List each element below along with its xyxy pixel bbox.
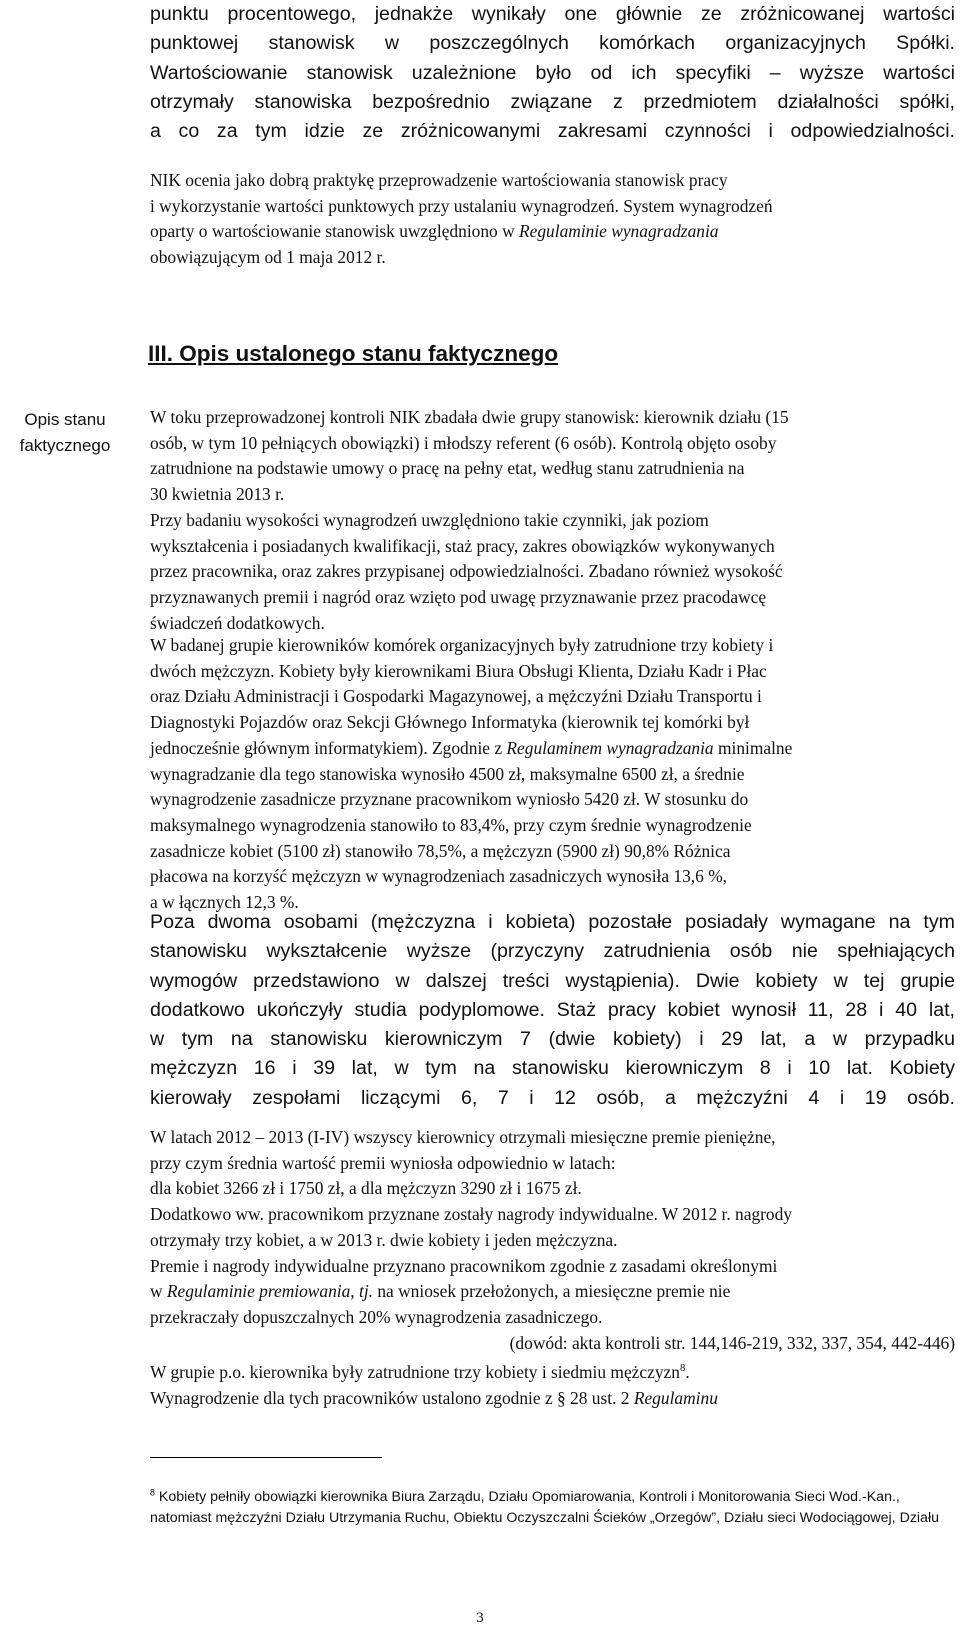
text-line: na wniosek przełożonych, a miesięczne premie nie	[373, 1281, 731, 1302]
text-line: a w łącznych 12,3 %.	[150, 892, 299, 913]
text-line: NIK ocenia jako dobrą praktykę przeprowadzenie wartościowania stanowisk pracy	[150, 170, 728, 190]
text-line: Diagnostyki Pojazdów oraz Sekcji Głównego Informatyka (kierownik tej komórki był	[150, 712, 750, 733]
text-line: osób, w tym 10 pełniących obowiązki) i młodszy referent (6 osób). Kontrolą objęto osoby	[150, 432, 777, 453]
text-line: Premie i nagrody indywidualne przyznano pracownikom zgodnie z zasadami określonymi	[150, 1255, 778, 1276]
text-line: przy czym średnia wartość premii wyniosła odpowiednio w latach:	[150, 1152, 616, 1173]
text-line: obowiązującym od 1 maja 2012 r.	[150, 247, 386, 268]
text-line: W toku przeprowadzonej kontroli NIK zbadała dwie grupy stanowisk: kierownik działu (15	[150, 407, 789, 427]
paragraph-nik-assessment	[150, 168, 955, 271]
text-line: oparty o wartościowanie stanowisk uwzględniono w	[150, 221, 519, 242]
text-line: przyznawanych premii i nagród oraz wzięto pod uwagę przyznawanie przez pracodawcę	[150, 586, 767, 607]
text-line: punktowej stanowisk w poszczególnych komórkach organizacyjnych Spółki.	[150, 32, 955, 55]
paragraph-valuation	[150, 0, 955, 146]
text-line: otrzymały trzy kobiet, a w 2013 r. dwie kobiety i jeden mężczyzna.	[150, 1229, 618, 1250]
page-number: 3	[476, 1610, 484, 1626]
text-line: wynagrodzenie zasadnicze przyznane pracownikom wyniosło 5420 zł. W stosunku do	[150, 789, 749, 810]
regulation-title: Regulaminu	[633, 1387, 718, 1408]
regulation-title: Regulaminie premiowania, tj.	[166, 1281, 374, 1302]
text-line: wykształcenia i posiadanych kwalifikacji, staż pracy, zakres obowiązków wykonywanych	[150, 535, 775, 556]
footnote-separator	[150, 1457, 382, 1458]
text-line: wynagradzanie dla tego stanowiska wynosiło 4500 zł, maksymalne 6500 zł, a średnie	[150, 763, 745, 784]
text-line: Wartościowanie stanowisk uzależnione było od ich specyfiki – wyższe wartości	[150, 61, 955, 84]
text-line: w	[150, 1281, 167, 1302]
text-line: .	[685, 1362, 690, 1382]
text-line: wymogów przedstawiono w dalszej treści wystąpienia). Dwie kobiety w tej grupie	[150, 969, 955, 992]
regulation-title: Regulaminie wynagradzania	[519, 221, 719, 242]
text-line: minimalne	[713, 737, 793, 758]
text-line: świadczeń dodatkowych.	[150, 612, 325, 633]
footnote-marker[interactable]: 8	[679, 1362, 686, 1375]
section-heading: III. Opis ustalonego stanu faktycznego	[148, 341, 559, 366]
text-line: przekraczały dopuszczalnych 20% wynagrodzenia zasadniczego.	[150, 1306, 603, 1327]
footnote-text: natomiast mężczyźni Działu Utrzymania Ruchu, Obiektu Oczyszczalni Ścieków „Orzegów”, Działu sieci Wodociągowej, Działu	[150, 1510, 939, 1526]
text-line: mężczyzn 16 i 39 lat, w tym na stanowisku kierowniczym 8 i 10 lat. Kobiety	[150, 1057, 955, 1080]
text-line: maksymalnego wynagrodzenia stanowiło to 83,4%, przy czym średnie wynagrodzenie	[150, 814, 752, 835]
paragraph-acting-managers	[150, 1360, 955, 1411]
text-line: Dodatkowo ww. pracownikom przyznane zostały nagrody indywidualne. W 2012 r. nagrody	[150, 1204, 793, 1225]
text-line: zatrudnione na podstawie umowy o pracę na pełny etat, według stanu zatrudnienia na	[150, 458, 745, 479]
text-line: stanowisku wykształcenie wyższe (przyczyny zatrudnienia osób nie spełniających	[150, 940, 955, 963]
text-line: W latach 2012 – 2013 (I-IV) wszyscy kierownicy otrzymali miesięczne premie pieniężne,	[150, 1127, 776, 1147]
footnote-text: Kobiety pełniły obowiązki kierownika Biura Zarządu, Działu Opomiarowania, Kontroli i Monitorowania Sieci Wod.-Kan.,	[158, 1489, 900, 1505]
margin-label	[0, 407, 130, 459]
text-line: Wynagrodzenie dla tych pracowników ustalono zgodnie z § 28 ust. 2	[150, 1387, 634, 1408]
text-line: otrzymały stanowiska bezpośrednio związane z przedmiotem działalności spółki,	[150, 90, 955, 113]
footnote	[150, 1487, 955, 1529]
text-line: płacowa na korzyść mężczyzn w wynagrodzeniach zasadniczych wynosiła 13,6 %,	[150, 866, 728, 887]
margin-label-line: Opis stanu	[24, 410, 106, 429]
paragraph-audit-scope	[150, 405, 955, 636]
text-line: 30 kwietnia 2013 r.	[150, 484, 285, 505]
text-line: Poza dwoma osobami (mężczyzna i kobieta) pozostałe posiadały wymagane na tym	[150, 911, 955, 933]
footnote-number: 8	[150, 1487, 155, 1498]
text-line: w tym na stanowisku kierowniczym 7 (dwie kobiety) i 29 lat, a w przypadku	[150, 1028, 955, 1051]
text-line: oraz Działu Administracji i Gospodarki Magazynowej, a mężczyźni Działu Transportu i	[150, 686, 762, 707]
paragraph-bonuses	[150, 1125, 955, 1356]
text-line: jednocześnie głównym informatykiem). Zgodnie z	[150, 737, 507, 758]
text-line: przez pracownika, oraz zakres przypisanej odpowiedzialności. Zbadano również wysokość	[150, 561, 783, 582]
text-line: a co za tym idzie ze zróżnicowanymi zakresami czynności i odpowiedzialności.	[150, 120, 955, 143]
text-line: W badanej grupie kierowników komórek organizacyjnych były zatrudnione trzy kobiety i	[150, 635, 774, 655]
text-line: W grupie p.o. kierownika były zatrudnione trzy kobiety i siedmiu mężczyzn	[150, 1362, 680, 1382]
text-line: Przy badaniu wysokości wynagrodzeń uwzględniono takie czynniki, jak poziom	[150, 509, 709, 530]
text-line: dwóch mężczyzn. Kobiety były kierownikami Biura Obsługi Klienta, Działu Kadr i Płac	[150, 660, 767, 681]
text-line: dla kobiet 3266 zł i 1750 zł, a dla mężczyzn 3290 zł i 1675 zł.	[150, 1178, 582, 1199]
evidence-reference: (dowód: akta kontroli str. 144,146-219, 332, 337, 354, 442-446)	[509, 1332, 955, 1353]
text-line: zasadnicze kobiet (5100 zł) stanowiło 78,5%, a mężczyzn (5900 zł) 90,8% Różnica	[150, 840, 731, 861]
text-line: dodatkowo ukończyły studia podyplomowe. Staż pracy kobiet wynosił 11, 28 i 40 lat,	[150, 998, 955, 1021]
paragraph-education-seniority	[150, 908, 955, 1113]
paragraph-managers-group	[150, 633, 955, 916]
regulation-title: Regulaminem wynagradzania	[506, 737, 714, 758]
text-line: punktu procentowego, jednakże wynikały one głównie ze zróżnicowanej wartości	[150, 3, 955, 25]
text-line: kierowały zespołami liczącymi 6, 7 i 12 osób, a mężczyźni 4 i 19 osób.	[150, 1086, 955, 1109]
margin-label-line: faktycznego	[19, 436, 111, 455]
text-line: i wykorzystanie wartości punktowych przy ustalaniu wynagrodzeń. System wynagrodzeń	[150, 195, 773, 216]
